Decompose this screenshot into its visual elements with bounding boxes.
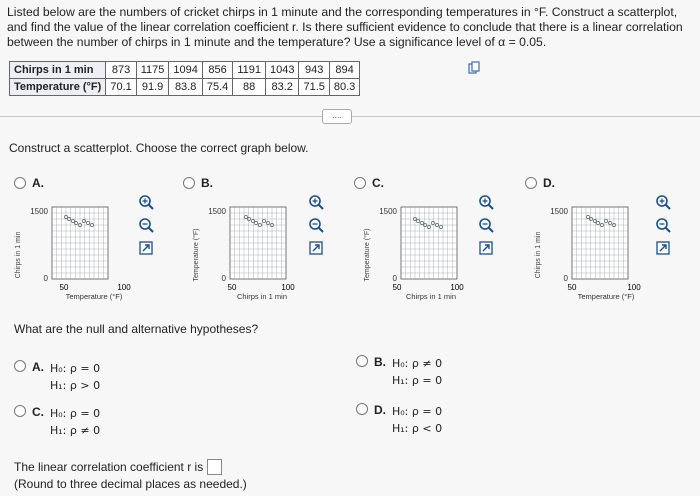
null-hypothesis: H₀: ρ = 0 — [50, 407, 101, 420]
radio-d[interactable] — [525, 177, 537, 189]
y-tick-label: 1500 — [30, 207, 48, 216]
cell: 943 — [299, 62, 329, 79]
expand-icon[interactable] — [308, 240, 324, 256]
hypothesis-option-b[interactable] — [356, 355, 442, 389]
instruction-text: Construct a scatterplot. Choose the correct graph below. — [9, 141, 309, 155]
x-tick-label: 50 — [227, 283, 237, 292]
plot-grid — [401, 207, 457, 279]
cell: 856 — [202, 62, 232, 79]
alt-hypothesis: H₁: ρ > 0 — [50, 379, 101, 392]
y-tick-label: 1500 — [379, 207, 397, 216]
alt-hypothesis: H₁: ρ < 0 — [392, 422, 443, 435]
y-axis-label: Chirps in 1 min — [15, 231, 22, 279]
cell: 894 — [329, 62, 359, 79]
cell: 75.4 — [202, 79, 232, 96]
y-tick-label: 0 — [563, 274, 568, 283]
scatterplot-c — [357, 195, 487, 307]
zoom-in-icon[interactable] — [138, 194, 154, 210]
zoom-out-icon[interactable] — [655, 217, 671, 233]
option-a-graph[interactable] — [14, 176, 44, 190]
radio-hyp-a[interactable] — [14, 360, 26, 372]
r-answer-line — [14, 459, 222, 475]
scatterplot-b — [186, 195, 316, 307]
cell: 88 — [233, 79, 266, 96]
more-button[interactable]: .... — [322, 109, 352, 124]
zoom-out-icon[interactable] — [138, 217, 154, 233]
option-b-graph[interactable] — [183, 176, 213, 190]
plot-grid — [572, 207, 628, 279]
alt-hypothesis: H₁: ρ ≠ 0 — [50, 424, 101, 437]
plot-grid — [230, 207, 286, 279]
option-letter: B. — [201, 176, 213, 190]
table-row-temps — [10, 79, 360, 96]
y-axis-label: Chirps in 1 min — [535, 231, 542, 279]
scatterplot-a — [8, 195, 138, 307]
hypothesis-option-a[interactable] — [14, 360, 100, 394]
option-letter: D. — [543, 176, 555, 190]
cell: 71.5 — [299, 79, 329, 96]
copy-icon[interactable] — [468, 61, 480, 75]
option-c-graph[interactable] — [354, 176, 384, 190]
x-tick-label: 50 — [59, 283, 69, 292]
y-tick-label: 1500 — [550, 207, 568, 216]
x-axis-label: Chirps in 1 min — [405, 292, 457, 301]
null-hypothesis: H₀: ρ ≠ 0 — [392, 357, 443, 370]
graph-tools-b — [308, 194, 324, 256]
x-tick-label: 100 — [450, 283, 464, 292]
y-tick-label: 0 — [221, 274, 226, 283]
y-axis-label: Temperature (°F) — [193, 228, 200, 282]
x-axis-label: Temperature (°F) — [577, 292, 635, 301]
scatterplot-d — [528, 195, 658, 307]
cell: 91.9 — [136, 79, 169, 96]
null-hypothesis: H₀: ρ = 0 — [392, 405, 443, 418]
zoom-out-icon[interactable] — [478, 217, 494, 233]
radio-hyp-b[interactable] — [356, 355, 368, 367]
radio-hyp-d[interactable] — [356, 403, 368, 415]
row-label-chirps: Chirps in 1 min — [10, 62, 106, 79]
question-prompt: Listed below are the numbers of cricket chirps in 1 minute and the corresponding temperatures in °F. Construct a scatterplot, and find the value of the linear correlation coefficient r. Is there sufficient evidence to conclude that there is a linear correlation between the number of chirps in 1 minute and the temperature? Use a significance level of α = 0.05. — [7, 5, 683, 49]
radio-a[interactable] — [14, 177, 26, 189]
radio-c[interactable] — [354, 177, 366, 189]
x-tick-label: 50 — [392, 283, 402, 292]
x-tick-label: 50 — [567, 283, 577, 292]
cell: 1191 — [233, 62, 266, 79]
graph-tools-c — [478, 194, 494, 256]
hypotheses-question: What are the null and alternative hypotheses? — [14, 322, 259, 336]
cell: 70.1 — [106, 79, 136, 96]
zoom-in-icon[interactable] — [655, 194, 671, 210]
zoom-in-icon[interactable] — [478, 194, 494, 210]
data-table — [9, 61, 360, 96]
y-tick-label: 0 — [43, 274, 48, 283]
r-answer-input[interactable] — [207, 459, 222, 475]
row-label-temperature: Temperature (°F) — [10, 79, 106, 96]
null-hypothesis: H₀: ρ = 0 — [50, 362, 101, 375]
x-tick-label: 100 — [117, 283, 131, 292]
option-letter: A. — [32, 176, 44, 190]
cell: 83.8 — [169, 79, 202, 96]
cell: 1094 — [169, 62, 202, 79]
zoom-in-icon[interactable] — [308, 194, 324, 210]
option-letter: C. — [32, 405, 44, 419]
x-axis-label: Temperature (°F) — [65, 292, 123, 301]
hypothesis-option-c[interactable] — [14, 405, 100, 439]
y-tick-label: 0 — [392, 274, 397, 283]
option-d-graph[interactable] — [525, 176, 555, 190]
alt-hypothesis: H₁: ρ = 0 — [392, 374, 443, 387]
radio-hyp-c[interactable] — [14, 405, 26, 417]
x-axis-label: Chirps in 1 min — [236, 292, 288, 301]
plot-grid — [52, 207, 108, 279]
table-row-chirps — [10, 62, 360, 79]
cell: 1043 — [265, 62, 298, 79]
y-axis-label: Temperature (°F) — [364, 228, 371, 282]
x-tick-label: 100 — [627, 283, 641, 292]
expand-icon[interactable] — [655, 240, 671, 256]
y-tick-label: 1500 — [208, 207, 226, 216]
x-tick-label: 100 — [281, 283, 295, 292]
radio-b[interactable] — [183, 177, 195, 189]
cell: 873 — [106, 62, 136, 79]
option-letter: C. — [372, 176, 384, 190]
graph-tools-a — [138, 194, 154, 256]
rounding-hint: (Round to three decimal places as needed.) — [14, 477, 247, 491]
r-label: The linear correlation coefficient r is — [14, 460, 204, 474]
hypothesis-option-d[interactable] — [356, 403, 442, 437]
option-letter: D. — [374, 403, 386, 417]
zoom-out-icon[interactable] — [308, 217, 324, 233]
cell: 83.2 — [265, 79, 298, 96]
option-letter: B. — [374, 355, 386, 369]
expand-icon[interactable] — [138, 240, 154, 256]
expand-icon[interactable] — [478, 240, 494, 256]
cell: 1175 — [136, 62, 169, 79]
option-letter: A. — [32, 360, 44, 374]
cell: 80.3 — [329, 79, 359, 96]
graph-tools-d — [655, 194, 671, 256]
